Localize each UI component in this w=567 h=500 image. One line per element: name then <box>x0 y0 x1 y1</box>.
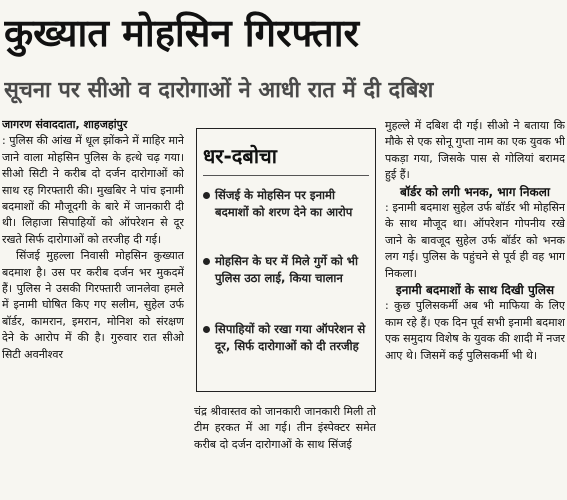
subheadline: सूचना पर सीओ व दारोगाओं ने आधी रात में दी दबिश <box>4 78 434 103</box>
column-3-subheading-2: इनामी बदमाशों के साथ दिखी पुलिस <box>395 283 555 298</box>
sidebar-bullet-text: मोहसिन के घर में मिले गुर्गे को भी पुलिस उठा लाई, किया चालान <box>215 254 358 285</box>
bullet-dot-icon <box>203 258 210 265</box>
sidebar-bullet <box>203 321 369 355</box>
headline: कुख्यात मोहसिन गिरफ्तार <box>4 11 360 55</box>
sidebar-box <box>196 128 376 392</box>
dateline-paragraph <box>2 117 184 248</box>
dateline: जागरण संवाददाता, शाहजहांपुर <box>2 118 128 131</box>
column-1-paragraph-1: : पुलिस की आंख में धूल झोंकने में माहिर माने जाने वाला मोहसिन पुलिस के हत्थे चढ़ गया। सीओ सिटी ने करीब दो दर्जन दारोगाओं को साथ रह गिरफ्तारी की। मुखबिर ने पांच इनामी बदमाशों की मौजूदगी के बारे में जानकारी दी थी। लिहाजा सिपाहियों को ऑपरेशन से दूर रखते सिर्फ दारोगाओं को तरजीह दी गई। <box>2 134 184 246</box>
sidebar-bullet <box>203 253 369 287</box>
bullet-dot-icon <box>203 326 210 333</box>
column-3-paragraph-2: : इनामी बदमाश सुहेल उर्फ बॉर्डर भी मोहसिन के साथ मौजूद था। ऑपरेशन गोपनीय रखे जाने के बावजूद सुहेल उर्फ बॉर्डर को भनक लग गई। पुलिस के पहुंचने से पूर्व ही वह भाग निकला। <box>385 201 565 280</box>
bullet-dot-icon <box>203 192 210 199</box>
sidebar-bullet-text: सिंजई के मोहसिन पर इनामी बदमाशों को शरण देने का आरोप <box>215 188 353 219</box>
column-2-continuation <box>194 404 376 498</box>
sidebar-box-divider <box>203 175 369 176</box>
sidebar-bullet-text: सिपाहियों को रखा गया ऑपरेशन से दूर, सिर्फ दारोगाओं को दी तरजीह <box>215 322 366 353</box>
column-1 <box>2 117 184 497</box>
sidebar-box-title: धर-दबोचा <box>203 144 277 168</box>
sidebar-bullet <box>203 187 369 221</box>
column-3-paragraph-3: : कुछ पुलिसकर्मी अब भी माफिया के लिए काम रहे हैं। एक दिन पूर्व सभी इनामी बदमाश एक समुदाय विशेष के युवक की शादी में नजर आए थे। जिसमें कई पुलिसकर्मी भी थे। <box>385 299 565 362</box>
column-1-paragraph-2: सिंजई मुहल्ला निवासी मोहसिन कुख्यात बदमाश है। उस पर करीब दर्जन भर मुकदमें हैं। पुलिस ने उसकी गिरफ्तारी जानलेवा हमले में इनामी घोषित किए गए सलीम, सुहेल उर्फ बॉर्डर, कामरान, इमरान, मोनिश को संरक्षण देने के आरोप में की है। गुरुवार रात सीओ सिटी अवनीश्वर <box>2 249 184 361</box>
column-3 <box>385 118 565 498</box>
column-3-subheading-1: बॉर्डर को लगी भनक, भाग निकला <box>400 184 550 199</box>
column-3-paragraph-1: मुहल्ले में दबिश दी गई। सीओ ने बताया कि मौके से एक सोनू गुप्ता नाम का एक युवक भी पकड़ा गया, जिसके पास से गोलियां बरामद हुई हैं। <box>385 119 565 182</box>
column-2-paragraph: चंद्र श्रीवास्तव को जानकारी जानकारी मिली तो टीम हरकत में आ गई। तीन इंस्पेक्टर समेत करीब दो दर्जन दारोगाओं के साथ सिंजई <box>194 405 376 451</box>
